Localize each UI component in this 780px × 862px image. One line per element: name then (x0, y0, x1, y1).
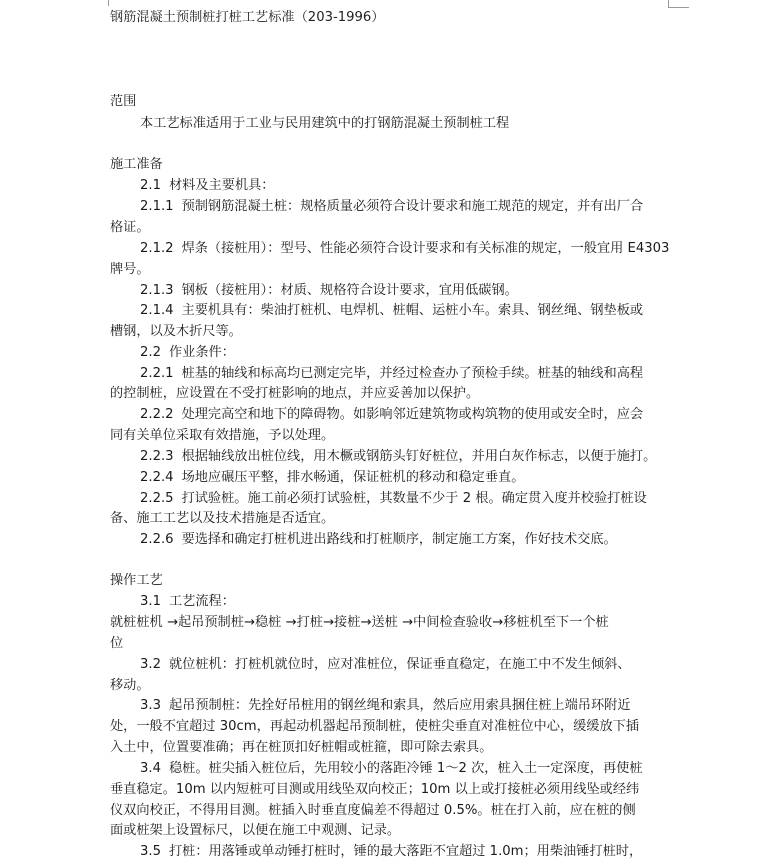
clause-2-2-1-cont: 的控制桩，应设置在不受打桩影响的地点，并应妥善加以保护。 (110, 386, 480, 401)
clause-number: 2.2.6 (140, 532, 174, 547)
clause-number: 2.1.4 (140, 303, 174, 318)
crop-mark-left (108, 0, 109, 6)
clause-text: 主要机具有：柴油打桩机、电焊机、桩帽、运桩小车。索具、钢丝绳、钢垫板或 (181, 303, 644, 318)
clause-3-4-cont: 垂直稳定。10m 以内短桩可目测或用线坠双向校正；10m 以上或打接桩必须用线坠或经纬 (110, 782, 640, 797)
clause-2-2 (140, 343, 235, 363)
heading-scope: 范围 (110, 94, 137, 109)
clause-number: 2.1.3 (140, 283, 174, 298)
clause-number: 2.2.1 (140, 366, 174, 381)
clause-2-1 (140, 176, 274, 196)
clause-text: 场地应碾压平整，排水畅通，保证桩机的移动和稳定垂直。 (181, 470, 525, 485)
clause-text: 工艺流程： (168, 594, 235, 609)
page-header: 钢筋混凝土预制桩打桩工艺标准（203-1996） (110, 10, 385, 25)
clause-2-1-1 (140, 197, 643, 217)
clause-number: 3.1 (140, 594, 161, 609)
clause-3-2-cont: 移动。 (110, 678, 150, 693)
process-flow: 就桩桩机 →起吊预制桩→稳桩 →打桩→接桩→送桩 →中间检查验收→移桩机至下一个桩 (110, 615, 609, 630)
clause-text: 就位桩机：打桩机就位时，应对准桩位，保证垂直稳定，在施工中不发生倾斜、 (168, 657, 631, 672)
clause-text: 要选择和确定打桩机进出路线和打桩顺序，制定施工方案，作好技术交底。 (181, 532, 617, 547)
scope-text: 本工艺标准适用于工业与民用建筑中的打钢筋混凝土预制桩工程 (140, 116, 510, 131)
clause-3-4 (140, 759, 643, 779)
clause-number: 2.2 (140, 345, 161, 360)
clause-text: 起吊预制桩：先拴好吊桩用的钢丝绳和索具，然后应用索具捆住桩上端吊环附近 (168, 698, 631, 713)
clause-text: 桩基的轴线和标高均已测定完毕，并经过检查办了预检手续。桩基的轴线和高程 (181, 366, 644, 381)
clause-2-2-4 (140, 468, 524, 488)
clause-number: 2.2.2 (140, 407, 174, 422)
clause-3-1 (140, 592, 235, 612)
clause-2-2-6 (140, 530, 617, 550)
clause-2-2-1 (140, 364, 643, 384)
clause-number: 2.2.4 (140, 470, 174, 485)
clause-number: 2.1.2 (140, 241, 174, 256)
clause-number: 2.1.1 (140, 199, 174, 214)
heading-ops: 操作工艺 (110, 573, 163, 588)
clause-3-2 (140, 655, 631, 675)
clause-2-2-5-cont: 备、施工工艺以及技术措施是否适宜。 (110, 511, 335, 526)
clause-text: 根据轴线放出桩位线，用木橛或钢筋头钉好桩位，并用白灰作标志，以便于施打。 (181, 449, 657, 464)
clause-text: 打桩：用落锤或单动锤打桩时，锤的最大落距不宜超过 1.0m；用柴油锤打桩时， (168, 844, 643, 859)
clause-text: 预制钢筋混凝土桩：规格质量必须符合设计要求和施工规范的规定，并有出厂合 (181, 199, 644, 214)
clause-3-3-cont: 处，一般不宜超过 30cm，再起动机器起吊预制桩，使桩尖垂直对准桩位中心，缓缓放下插 (110, 719, 640, 734)
clause-text: 焊条（接桩用）：型号、性能必须符合设计要求和有关标准的规定，一般宜用 E4303 (181, 241, 670, 256)
clause-number: 3.5 (140, 844, 161, 859)
clause-3-5 (140, 842, 642, 862)
clause-text: 打试验桩。施工前必须打试验桩，其数量不少于 2 根。确定贯入度并校验打桩设 (181, 491, 647, 506)
clause-2-2-2-cont: 同有关单位采取有效措施，予以处理。 (110, 428, 335, 443)
heading-prep: 施工准备 (110, 157, 163, 172)
clause-2-1-3 (140, 281, 518, 301)
clause-2-2-5 (140, 489, 647, 509)
clause-2-1-2 (140, 239, 669, 259)
clause-text: 处理完高空和地下的障碍物。如影响邻近建筑物或构筑物的使用或安全时，应会 (181, 407, 644, 422)
clause-3-4-cont2: 仪双向校正，不得用目测。桩插入时垂直度偏差不得超过 0.5%。桩在打入前，应在桩的侧 (110, 803, 636, 818)
clause-text: 钢板（接桩用）：材质、规格符合设计要求，宜用低碳钢。 (181, 283, 518, 298)
clause-text: 稳桩。桩尖插入桩位后，先用较小的落距冷锤 1～2 次，桩入土一定深度，再使桩 (168, 761, 643, 776)
clause-2-1-4-cont: 槽钢，以及木折尺等。 (110, 324, 242, 339)
clause-2-2-2 (140, 405, 643, 425)
clause-text: 材料及主要机具： (168, 178, 275, 193)
clause-3-3 (140, 696, 631, 716)
crop-mark-right (668, 0, 689, 8)
clause-number: 2.2.5 (140, 491, 174, 506)
clause-number: 2.1 (140, 178, 161, 193)
clause-number: 3.4 (140, 761, 161, 776)
clause-number: 3.3 (140, 698, 161, 713)
clause-2-1-4 (140, 301, 643, 321)
clause-2-1-1-cont: 格证。 (110, 220, 150, 235)
clause-2-1-2-cont: 牌号。 (110, 262, 150, 277)
clause-3-3-cont2: 入土中，位置要准确；再在桩顶扣好桩帽或桩箍，即可除去索具。 (110, 740, 493, 755)
clause-number: 3.2 (140, 657, 161, 672)
clause-number: 2.2.3 (140, 449, 174, 464)
clause-3-4-cont3: 面或桩架上设置标尺，以便在施工中观测、记录。 (110, 823, 401, 838)
clause-text: 作业条件： (168, 345, 235, 360)
clause-2-2-3 (140, 447, 656, 467)
process-flow-cont: 位 (110, 636, 124, 651)
